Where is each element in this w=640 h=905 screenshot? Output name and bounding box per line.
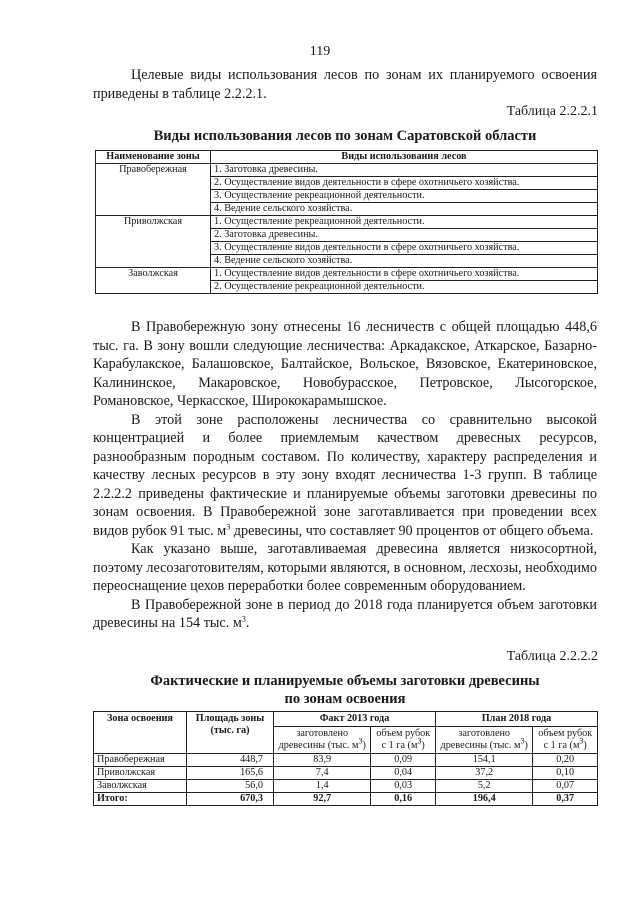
col-fact-harvested-text: заготовлено древесины (тыс. м — [278, 728, 359, 751]
total-row — [94, 793, 598, 806]
total-label: Итого: — [94, 793, 187, 806]
table-row — [94, 767, 598, 780]
plan-harvest-cell: 154,1 — [435, 754, 532, 767]
table2-header-row — [94, 712, 598, 727]
p4-superscript: 3 — [241, 614, 246, 624]
use-item: 3. Осуществление видов деятельности в сфере охотничьего хозяйства. — [211, 242, 598, 255]
p2-text-end: древесины, что составляет 90 процентов от общего объема. — [230, 522, 594, 539]
col-plan-per-ha — [533, 727, 598, 754]
total-plan-per-ha: 0,37 — [533, 793, 598, 806]
plan-per-ha-cell: 0,20 — [533, 754, 598, 767]
col-area: Площадь зоны (тыс. га) — [187, 712, 274, 754]
fact-harvest-cell: 1,4 — [274, 780, 371, 793]
col-fact-harvested — [274, 727, 371, 754]
superscript: 3 — [579, 736, 584, 746]
plan-per-ha-cell: 0,10 — [533, 767, 598, 780]
use-item: 3. Осуществление рекреационной деятельности. — [211, 190, 598, 203]
area-cell: 165,6 — [187, 767, 274, 780]
paren: ) — [524, 740, 528, 751]
zone-name: Правобережная — [96, 164, 211, 216]
table-row — [94, 754, 598, 767]
fact-harvest-cell: 83,9 — [274, 754, 371, 767]
col-fact-2013: Факт 2013 года — [274, 712, 436, 727]
paragraph-zone-description: В Правобережную зону отнесены 16 лесничеств с общей площадью 448,6 тыс. га. В зону вошли следующие лесничества: Аркадакское, Аткарское, Базарно-Карабулакское, Балашовское, Балтайское, Вольское, Вязовское, Екатериновское, Калининское, Макаровское, Новобурасское, Петровское, Лысогорское, Романовское, Черкасское, Ширококарамышское. — [93, 319, 597, 409]
paragraph-plan — [93, 596, 597, 633]
use-item: 2. Осуществление рекреационной деятельности. — [211, 281, 598, 294]
paragraph-forest-resources — [93, 411, 597, 541]
superscript: 3 — [417, 736, 422, 746]
paren: ) — [362, 740, 366, 751]
superscript: 3 — [520, 736, 525, 746]
table2-title-line1: Фактические и планируемые объемы заготовки древесины — [150, 673, 540, 689]
body-text — [93, 318, 597, 633]
use-item: 4. Ведение сельского хозяйства. — [211, 255, 598, 268]
table2-label: Таблица 2.2.2.2 — [506, 649, 598, 664]
table-row — [96, 268, 598, 281]
col-plan-2018: План 2018 года — [435, 712, 597, 727]
col-plan-per-ha-text: объем рубок с 1 га (м — [538, 728, 593, 751]
p2-superscript: 3 — [226, 521, 231, 531]
table1-header-row — [96, 151, 598, 164]
paren: ) — [421, 740, 425, 751]
paren: ) — [583, 740, 587, 751]
col-zone: Зона освоения — [94, 712, 187, 754]
col-fact-per-ha-text: объем рубок с 1 га (м — [376, 728, 431, 751]
use-item: 1. Осуществление видов деятельности в сфере охотничьего хозяйства. — [211, 268, 598, 281]
zone-cell: Правобережная — [94, 754, 187, 767]
use-item: 4. Ведение сельского хозяйства. — [211, 203, 598, 216]
table2-title — [93, 672, 597, 708]
total-area: 670,3 — [187, 793, 274, 806]
col-plan-harvested — [435, 727, 532, 754]
plan-harvest-cell: 5,2 — [435, 780, 532, 793]
p2-text: В этой зоне расположены лесничества со сравнительно высокой концентрацией и более приемлемым качеством древесных ресурсов, разнообразным породным составом. По количеству, характеру распределения и качеству лесных ресурсов в эту зону входят лесничества 1-3 групп. В таблице 2.2.2.2 приведены фактические и планируемые объемы заготовки древесины по зонам освоения. В Правобережной зоне заготавливается при проведении всех видов рубок 91 тыс. м — [93, 411, 597, 539]
intro-paragraph — [93, 66, 597, 103]
col-plan-harvested-text: заготовлено древесины (тыс. м — [440, 728, 521, 751]
plan-per-ha-cell: 0,07 — [533, 780, 598, 793]
table1-label: Таблица 2.2.2.1 — [506, 104, 598, 119]
forest-use-table — [95, 150, 598, 294]
use-item: 1. Заготовка древесины. — [211, 164, 598, 177]
table1-col-zone: Наименование зоны — [96, 151, 211, 164]
area-cell: 448,7 — [187, 754, 274, 767]
fact-harvest-cell: 7,4 — [274, 767, 371, 780]
table-row — [96, 164, 598, 177]
zone-name: Заволжская — [96, 268, 211, 294]
p4-text-end: . — [245, 615, 250, 631]
use-item: 1. Осуществление рекреационной деятельности. — [211, 216, 598, 229]
table1-col-uses: Виды использования лесов — [211, 151, 598, 164]
total-fact-harvest: 92,7 — [274, 793, 371, 806]
plan-harvest-cell: 37,2 — [435, 767, 532, 780]
total-plan-harvest: 196,4 — [435, 793, 532, 806]
zone-name: Приволжская — [96, 216, 211, 268]
fact-per-ha-cell: 0,04 — [371, 767, 436, 780]
use-item: 2. Осуществление видов деятельности в сфере охотничьего хозяйства. — [211, 177, 598, 190]
area-cell: 56,0 — [187, 780, 274, 793]
fact-per-ha-cell: 0,03 — [371, 780, 436, 793]
table2-title-line2: по зонам освоения — [284, 691, 406, 707]
table-row — [96, 216, 598, 229]
col-fact-per-ha — [371, 727, 436, 754]
paragraph-equipment: Как указано выше, заготавливаемая древесина является низкосортной, поэтому лесозаготовителям, которыми являются, в основном, лесхозы, необходимо переоснащение цехов переработки более современным оборудованием. — [93, 541, 598, 594]
table-row — [94, 780, 598, 793]
p4-text: В Правобережной зоне в период до 2018 года планируется объем заготовки древесины на 154 тыс. м — [93, 596, 597, 631]
use-item: 2. Заготовка древесины. — [211, 229, 598, 242]
fact-per-ha-cell: 0,09 — [371, 754, 436, 767]
harvest-volume-table — [93, 711, 598, 806]
intro-text: Целевые виды использования лесов по зонам их планируемого освоения приведены в таблице 2.2.2.1. — [93, 67, 597, 102]
total-fact-per-ha: 0,16 — [371, 793, 436, 806]
superscript: 3 — [358, 736, 363, 746]
table1-title: Виды использования лесов по зонам Саратовской области — [153, 128, 537, 144]
zone-cell: Приволжская — [94, 767, 187, 780]
page-number: 119 — [309, 44, 331, 59]
zone-cell: Заволжская — [94, 780, 187, 793]
